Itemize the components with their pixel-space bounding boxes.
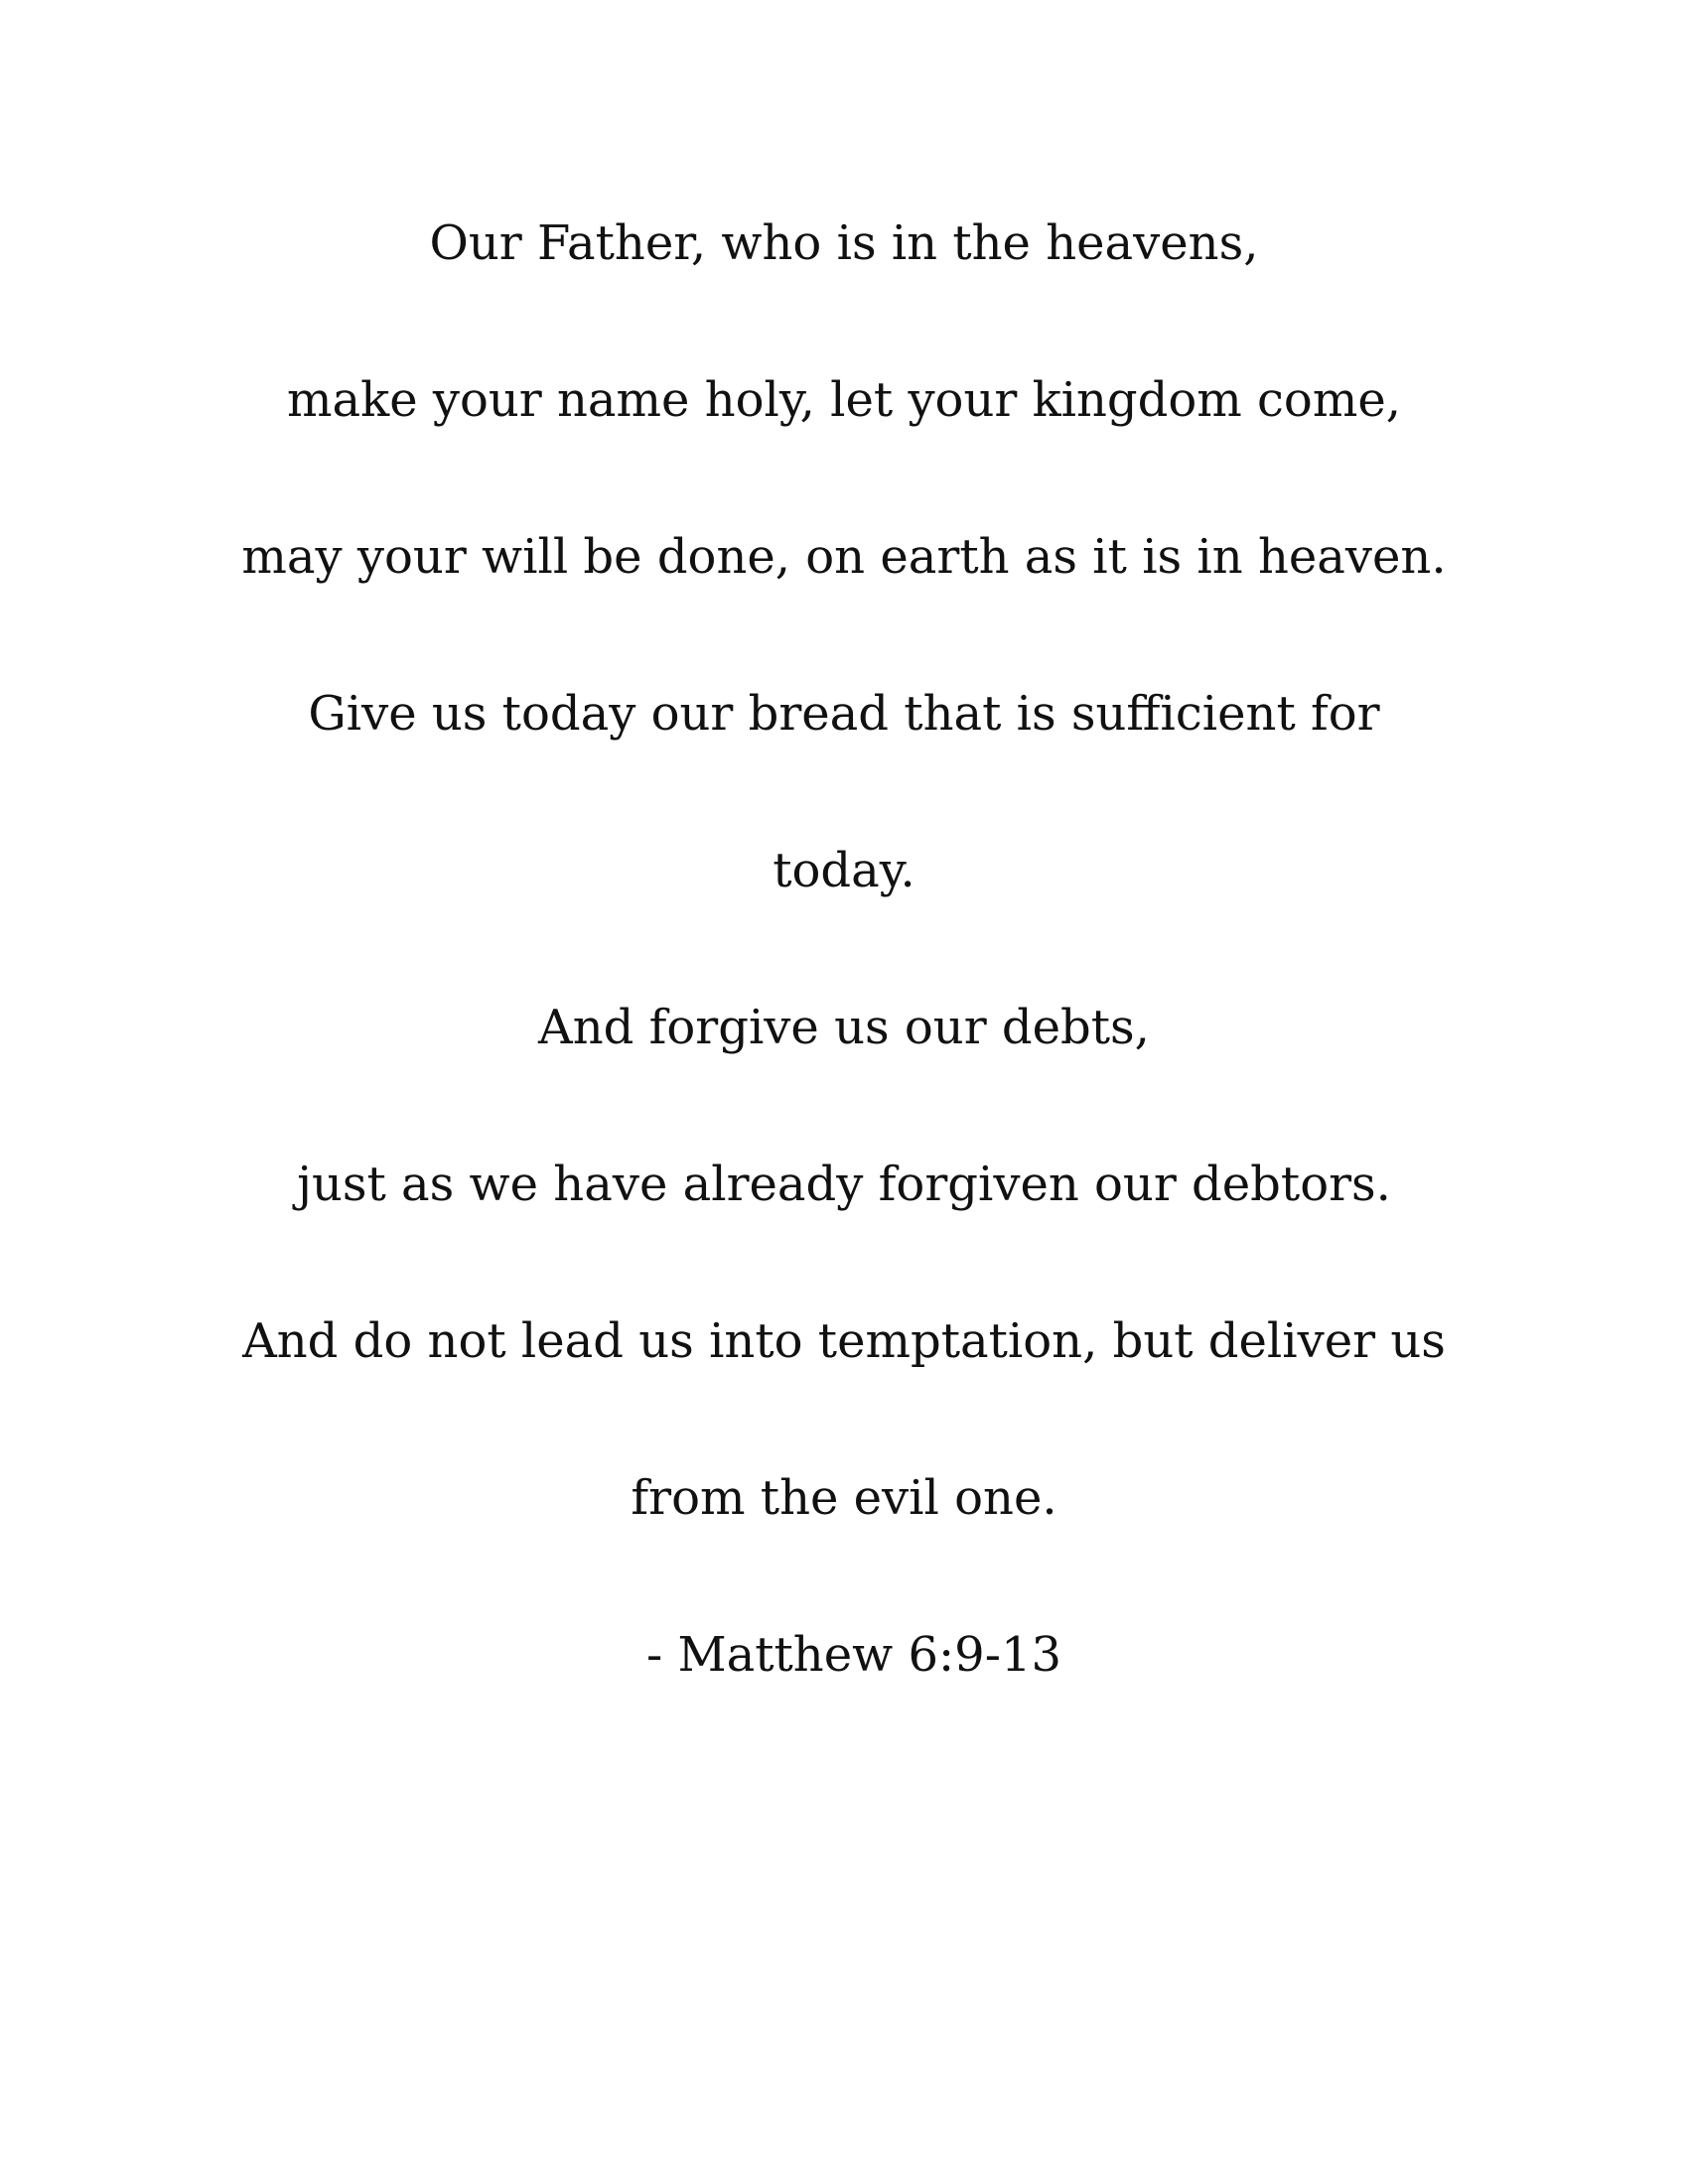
prayer-line-3: may your will be done, on earth as it is in heaven. <box>241 529 1447 585</box>
prayer-line-7: just as we have already forgiven our debtors. <box>297 1157 1391 1212</box>
scripture-citation: - Matthew 6:9-13 <box>645 1627 1062 1683</box>
prayer-line-2: make your name holy, let your kingdom come, <box>286 372 1402 428</box>
prayer-line-4: Give us today our bread that is sufficient for <box>308 686 1380 742</box>
prayer-text <box>149 199 1539 1767</box>
prayer-line-5: today. <box>773 843 915 898</box>
prayer-line-6: And forgive us our debts, <box>538 1000 1150 1055</box>
prayer-line-8: And do not lead us into temptation, but deliver us <box>242 1313 1446 1369</box>
prayer-line-9: from the evil one. <box>631 1470 1057 1526</box>
prayer-line-1: Our Father, who is in the heavens, <box>429 215 1259 271</box>
